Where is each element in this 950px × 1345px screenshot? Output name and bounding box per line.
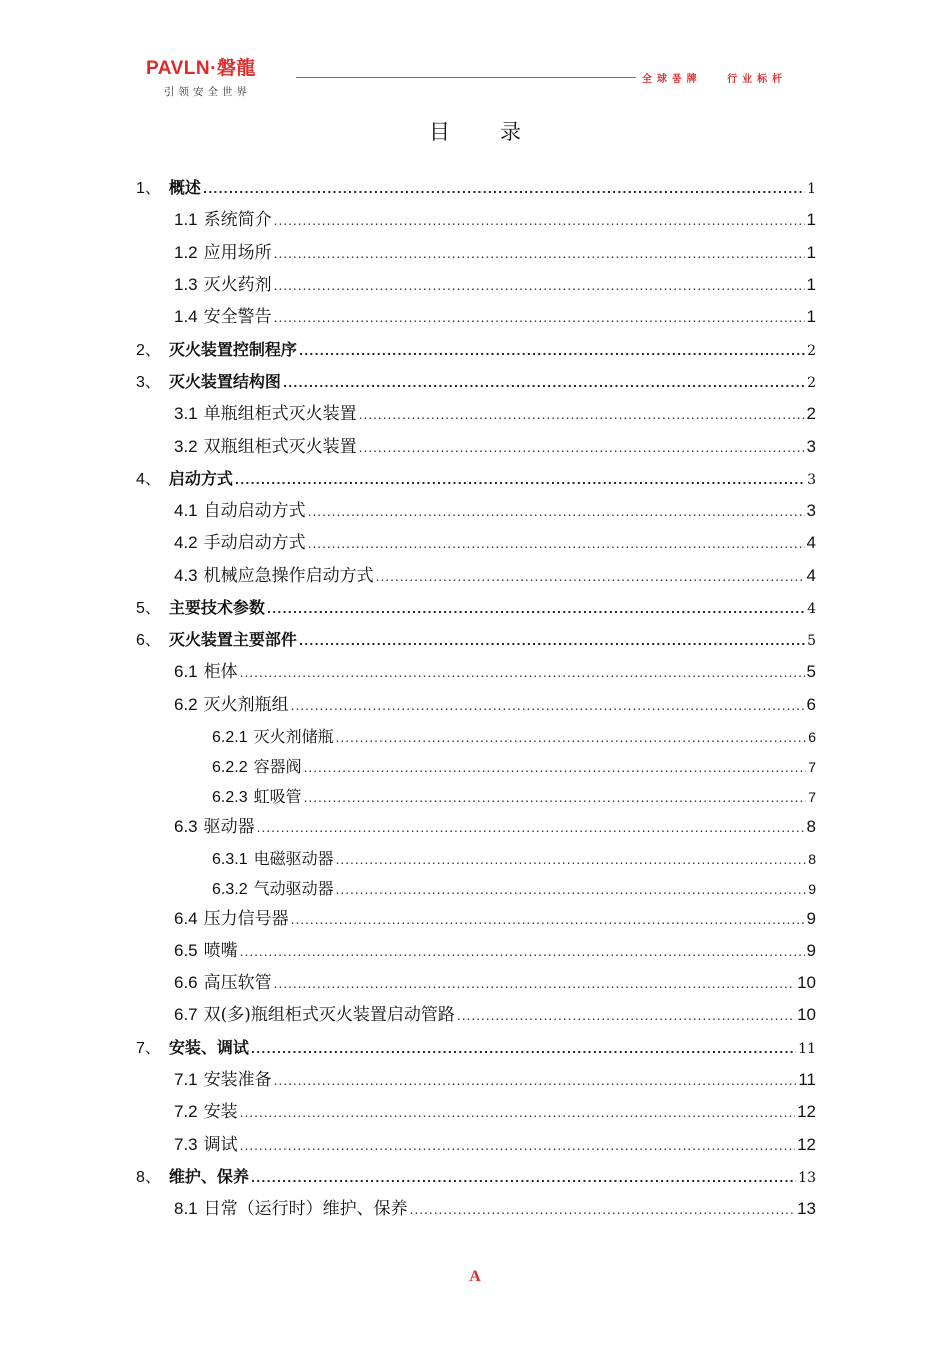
toc-entry-label: 气动驱动器 (253, 879, 334, 898)
toc-entry-number: 1、 (136, 180, 161, 197)
toc-entry-page: 1 (806, 307, 816, 326)
toc-entry-number: 6.6 (174, 973, 198, 992)
toc-entry-number: 5、 (136, 600, 161, 617)
toc-entry-page: 10 (797, 1005, 816, 1024)
toc-entry-page: 8 (806, 817, 816, 836)
toc-leader-dots (299, 342, 805, 362)
toc-entry[interactable] (174, 243, 816, 263)
toc-entry-label: 灭火装置控制程序 (168, 340, 297, 359)
toc-entry[interactable] (174, 973, 816, 993)
toc-entry-page: 5 (807, 633, 816, 649)
toc-entry-number: 6.3.1 (212, 851, 248, 868)
toc-entry[interactable] (174, 533, 816, 553)
toc-leader-dots (274, 308, 805, 328)
toc-entry-label: 机械应急操作启动方式 (203, 566, 374, 586)
toc-leader-dots (336, 728, 807, 748)
toc-title: 目录 (429, 120, 571, 144)
toc-entry-number: 6.2.3 (212, 789, 248, 806)
toc-entry-number: 6.3 (174, 817, 198, 836)
toc-entry[interactable] (136, 630, 816, 650)
toc-entry-label: 灭火剂瓶组 (203, 695, 289, 715)
toc-leader-dots (336, 880, 807, 900)
toc-entry[interactable] (174, 1102, 816, 1122)
toc-entry[interactable] (174, 662, 816, 682)
header-slogan: 全球품牌 行业标杆 (642, 74, 788, 85)
toc-entry-page: 1 (807, 181, 816, 197)
toc-entry-label: 概述 (168, 178, 201, 197)
toc-entry-number: 6.2.1 (212, 729, 248, 746)
toc-entry[interactable] (174, 1070, 816, 1090)
toc-entry-number: 1.3 (174, 275, 198, 294)
toc-leader-dots (235, 471, 805, 491)
toc-entry-label: 安装、调试 (168, 1038, 249, 1057)
toc-entry-page: 9 (808, 881, 816, 897)
toc-entry-number: 6.4 (174, 909, 198, 928)
toc-entry-number: 3、 (136, 374, 161, 391)
toc-entry-page: 11 (798, 1070, 816, 1089)
toc-entry[interactable] (212, 787, 816, 807)
toc-entry[interactable] (174, 501, 816, 521)
toc-leader-dots (457, 1006, 795, 1026)
toc-entry-number: 6.7 (174, 1005, 198, 1024)
toc-entry[interactable] (174, 817, 816, 837)
toc-entry[interactable] (212, 849, 816, 869)
toc-leader-dots (274, 974, 795, 994)
toc-leader-dots (203, 180, 805, 200)
toc-entry-number: 4.1 (174, 501, 198, 520)
toc-entry-number: 7.1 (174, 1070, 198, 1089)
toc-entry-number: 3.2 (174, 437, 198, 456)
toc-entry-page: 8 (808, 851, 816, 867)
toc-entry-page: 2 (806, 404, 816, 423)
toc-entry[interactable] (174, 941, 816, 961)
toc-entry-page: 9 (806, 909, 816, 928)
toc-entry-label: 主要技术参数 (168, 598, 265, 617)
logo-tagline: 引领安全世界 (164, 86, 251, 98)
toc-entry[interactable] (136, 1167, 816, 1187)
toc-leader-dots (291, 696, 805, 716)
toc-entry-number: 2、 (136, 342, 161, 359)
toc-entry-page: 13 (797, 1199, 816, 1218)
toc-leader-dots (336, 850, 807, 870)
toc-entry-number: 7.3 (174, 1135, 198, 1154)
toc-entry-number: 1.1 (174, 210, 198, 229)
header-divider (296, 77, 636, 78)
toc-entry-number: 1.4 (174, 307, 198, 326)
toc-entry-label: 双(多)瓶组柜式灭火装置启动管路 (203, 1005, 455, 1025)
toc-entry-label: 手动启动方式 (203, 533, 306, 553)
toc-entry-page: 10 (797, 973, 816, 992)
toc-entry[interactable] (136, 178, 816, 198)
toc-leader-dots (376, 567, 805, 587)
toc-entry-page: 7 (808, 789, 816, 805)
toc-entry-label: 单瓶组柜式灭火装置 (203, 404, 357, 424)
toc-entry-page: 1 (806, 275, 816, 294)
toc-entry-page: 5 (806, 662, 816, 681)
toc-entry-page: 7 (808, 759, 816, 775)
toc-entry[interactable] (174, 1135, 816, 1155)
toc-entry-number: 6.3.2 (212, 881, 248, 898)
toc-entry-label: 系统简介 (203, 210, 272, 230)
toc-entry[interactable] (136, 1038, 816, 1058)
toc-entry-label: 喷嘴 (203, 941, 238, 961)
toc-entry-page: 2 (807, 375, 816, 391)
toc-leader-dots (240, 663, 805, 683)
toc-leader-dots (240, 1103, 795, 1123)
toc-entry-page: 4 (806, 533, 816, 552)
toc-entry-page: 2 (807, 343, 816, 359)
toc-entry[interactable] (174, 1199, 816, 1219)
toc-entry[interactable] (174, 210, 816, 230)
toc-entry-page: 12 (797, 1102, 816, 1121)
toc-entry-number: 4.2 (174, 533, 198, 552)
toc-leader-dots (283, 374, 805, 394)
toc-leader-dots (410, 1200, 795, 1220)
toc-entry-label: 灭火装置主要部件 (168, 630, 297, 649)
toc-leader-dots (308, 534, 805, 554)
toc-entry-label: 驱动器 (203, 817, 255, 837)
toc-entry-number: 3.1 (174, 404, 198, 423)
toc-entry-label: 压力信号器 (203, 909, 289, 929)
toc-entry-label: 高压软管 (203, 973, 272, 993)
toc-entry-number: 6、 (136, 632, 161, 649)
toc-entry-label: 启动方式 (168, 469, 233, 488)
toc-leader-dots (359, 405, 805, 425)
company-logo (146, 58, 256, 99)
toc-entry-label: 自动启动方式 (203, 501, 306, 521)
toc-leader-dots (308, 502, 805, 522)
toc-entry-label: 维护、保养 (168, 1167, 249, 1186)
toc-entry[interactable] (136, 372, 816, 392)
toc-leader-dots (274, 1071, 797, 1091)
toc-entry[interactable] (212, 757, 816, 777)
toc-entry[interactable] (174, 437, 816, 457)
toc-entry-page: 13 (798, 1170, 816, 1186)
toc-entry-page: 12 (797, 1135, 816, 1154)
toc-leader-dots (274, 244, 805, 264)
toc-entry-page: 4 (807, 601, 816, 617)
logo-text: PAVLN·磐龍 (146, 58, 256, 79)
toc-entry-page: 6 (806, 695, 816, 714)
toc-entry-page: 3 (806, 437, 816, 456)
toc-entry-label: 安全警告 (203, 307, 272, 327)
toc-entry[interactable] (174, 404, 816, 424)
toc-entry-page: 11 (798, 1041, 816, 1057)
toc-leader-dots (274, 211, 805, 231)
toc-leader-dots (257, 818, 805, 838)
toc-entry-number: 4、 (136, 471, 161, 488)
toc-entry-label: 灭火装置结构图 (168, 372, 281, 391)
toc-entry[interactable] (174, 275, 816, 295)
toc-entry-number: 7.2 (174, 1102, 198, 1121)
toc-leader-dots (299, 632, 805, 652)
toc-entry[interactable] (136, 340, 816, 360)
toc-entry-number: 6.2 (174, 695, 198, 714)
toc-entry[interactable] (174, 566, 816, 586)
toc-entry-number: 6.1 (174, 662, 198, 681)
toc-leader-dots (359, 438, 805, 458)
toc-leader-dots (240, 942, 805, 962)
toc-entry-label: 应用场所 (203, 243, 272, 263)
toc-leader-dots (304, 758, 807, 778)
toc-entry-label: 灭火剂储瓶 (253, 727, 334, 746)
toc-entry-label: 日常（运行时）维护、保养 (203, 1199, 408, 1219)
toc-entry-page: 4 (806, 566, 816, 585)
toc-entry-label: 灭火药剂 (203, 275, 272, 295)
toc-entry-page: 3 (807, 472, 816, 488)
toc-entry-number: 1.2 (174, 243, 198, 262)
toc-leader-dots (274, 276, 805, 296)
toc-entry[interactable] (174, 909, 816, 929)
toc-entry-page: 6 (808, 729, 816, 745)
toc-entry[interactable] (174, 1005, 816, 1025)
toc-entry-label: 容器阀 (253, 757, 302, 776)
toc-entry-label: 安装准备 (203, 1070, 272, 1090)
toc-entry[interactable] (212, 727, 816, 747)
toc-leader-dots (291, 910, 805, 930)
toc-leader-dots (251, 1040, 796, 1060)
toc-entry-number: 6.5 (174, 941, 198, 960)
toc-entry[interactable] (136, 469, 816, 489)
toc-entry-number: 8.1 (174, 1199, 198, 1218)
toc-entry-label: 柜体 (203, 662, 238, 682)
toc-entry-page: 9 (806, 941, 816, 960)
toc-entry-label: 虹吸管 (253, 787, 302, 806)
toc-entry-number: 6.2.2 (212, 759, 248, 776)
footer-page-letter: A (469, 1268, 481, 1285)
toc-entry-page: 3 (806, 501, 816, 520)
toc-entry-page: 1 (806, 210, 816, 229)
toc-entry-label: 电磁驱动器 (253, 849, 334, 868)
toc-entry-number: 7、 (136, 1040, 161, 1057)
toc-entry-label: 双瓶组柜式灭火装置 (203, 437, 357, 457)
toc-entry-label: 调试 (203, 1135, 238, 1155)
toc-entry-number: 8、 (136, 1169, 161, 1186)
toc-entry[interactable] (136, 598, 816, 618)
toc-entry[interactable] (174, 695, 816, 715)
toc-entry-number: 4.3 (174, 566, 198, 585)
toc-entry[interactable] (174, 307, 816, 327)
toc-leader-dots (304, 788, 807, 808)
toc-entry-label: 安装 (203, 1102, 238, 1122)
toc-leader-dots (251, 1169, 796, 1189)
toc-leader-dots (240, 1136, 795, 1156)
toc-entry[interactable] (212, 879, 816, 899)
toc-leader-dots (267, 600, 805, 620)
toc-entry-page: 1 (806, 243, 816, 262)
